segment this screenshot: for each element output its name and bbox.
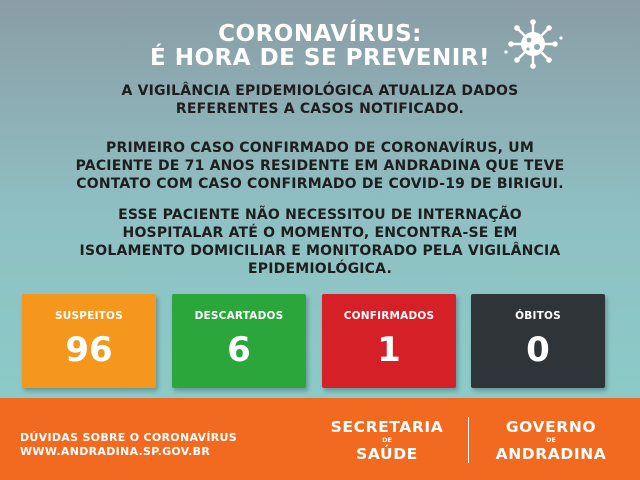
- deaths-count: 0: [526, 330, 550, 370]
- brand-divider: [468, 417, 469, 463]
- update-paragraph: [0, 82, 640, 118]
- patient-status-paragraph: [0, 206, 640, 278]
- brand-word: SECRETARIA: [330, 418, 444, 436]
- confirmed-card: [322, 294, 456, 388]
- first-case-paragraph: [0, 139, 640, 193]
- brand-connector: DE: [382, 436, 392, 444]
- brand-word: GOVERNO: [505, 418, 597, 436]
- suspects-card: [22, 294, 156, 388]
- headline-line-1: CORONAVÍRUS:: [218, 21, 422, 47]
- deaths-card: [471, 294, 605, 388]
- confirmed-label: CONFIRMADOS: [343, 310, 435, 322]
- text-line: PACIENTE DE 71 ANOS RESIDENTE EM ANDRADINA QUE TEVE: [75, 158, 565, 174]
- discarded-label: DESCARTADOS: [194, 310, 284, 322]
- health-secretariat-logo: [314, 418, 460, 463]
- text-line: CONTATO COM CASO CONFIRMADO DE COVID-19 DE BIRIGUI.: [76, 176, 564, 192]
- text-line: ISOLAMENTO DOMICILIAR E MONITORADO PELA VIGILÂNCIA: [79, 243, 561, 259]
- brand-word: ANDRADINA: [495, 445, 607, 463]
- confirmed-count: 1: [377, 330, 401, 370]
- text-line: REFERENTES A CASOS NOTIFICADO.: [175, 101, 465, 117]
- brand-word: SAÚDE: [356, 445, 418, 463]
- footer-website-link[interactable]: WWW.ANDRADINA.SP.GOV.BR: [20, 445, 211, 458]
- suspects-label: SUSPEITOS: [55, 310, 123, 322]
- text-line: EPIDEMIOLÓGICA.: [248, 261, 392, 277]
- brand-connector: DE: [546, 436, 556, 444]
- discarded-card: [172, 294, 306, 388]
- virus-icon: [502, 18, 564, 70]
- footer-bar: [0, 398, 640, 480]
- discarded-count: 6: [227, 330, 251, 370]
- text-line: PRIMEIRO CASO CONFIRMADO DE CORONAVÍRUS, UM: [106, 140, 534, 156]
- text-line: ESSE PACIENTE NÃO NECESSITOU DE INTERNAÇÃO: [118, 207, 522, 223]
- text-line: HOSPITALAR ATÉ O MOMENTO, ENCONTRA-SE EM: [122, 225, 518, 241]
- text-line: A VIGILÂNCIA EPIDEMIOLÓGICA ATUALIZA DADOS: [121, 83, 519, 99]
- footer-questions-text: DÚVIDAS SOBRE O CORONAVÍRUS: [20, 431, 237, 444]
- deaths-label: ÓBITOS: [515, 310, 561, 322]
- headline-line-2: É HORA DE SE PREVENIR!: [150, 45, 490, 71]
- andradina-government-logo: [478, 418, 624, 463]
- suspects-count: 96: [65, 330, 113, 370]
